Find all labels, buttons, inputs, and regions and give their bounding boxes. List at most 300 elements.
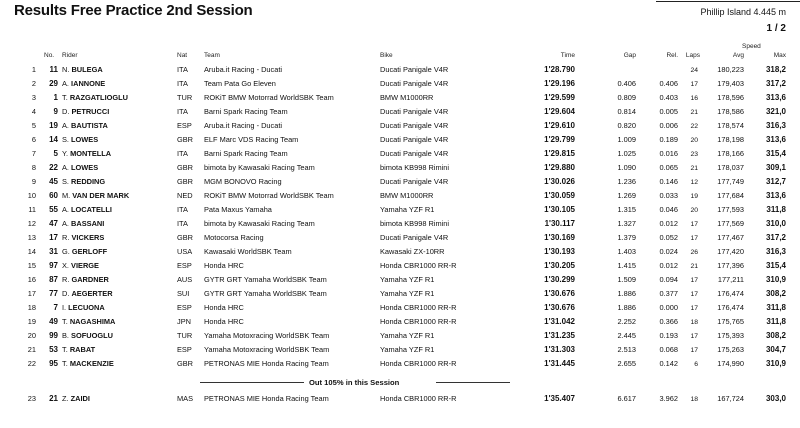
cell-nat: TUR bbox=[177, 93, 193, 102]
cell-laps: 17 bbox=[690, 291, 698, 298]
rider-name bbox=[62, 359, 114, 368]
table-row bbox=[0, 230, 800, 244]
cell-rel: 0.142 bbox=[659, 359, 678, 368]
rider-initial: G. bbox=[62, 247, 70, 256]
table-row bbox=[0, 104, 800, 118]
cell-rel: 0.406 bbox=[659, 79, 678, 88]
cell-team: Pata Maxus Yamaha bbox=[204, 205, 272, 214]
rider-surname: RAZGATLIOGLU bbox=[69, 93, 128, 102]
cell-bike: Honda CBR1000 RR-R bbox=[380, 394, 457, 403]
rider-surname: GERLOFF bbox=[71, 247, 108, 256]
rider-surname: PETRUCCI bbox=[71, 107, 110, 116]
rider-surname: RABAT bbox=[69, 345, 96, 354]
cell-max: 315,4 bbox=[765, 261, 786, 270]
cell-max: 312,7 bbox=[765, 177, 786, 186]
cell-no: 5 bbox=[53, 149, 58, 158]
cell-laps: 20 bbox=[690, 137, 698, 144]
cell-no: 45 bbox=[49, 177, 58, 186]
rider-surname: LOWES bbox=[71, 135, 99, 144]
rider-surname: VAN DER MARK bbox=[72, 191, 130, 200]
cell-laps: 18 bbox=[690, 319, 698, 326]
cell-laps: 6 bbox=[694, 361, 698, 368]
cell-gap: 2.513 bbox=[617, 345, 636, 354]
col-avg: Avg bbox=[732, 52, 744, 59]
cell-nat: USA bbox=[177, 247, 193, 256]
cell-rel: 3.962 bbox=[659, 394, 678, 403]
cell-team: GYTR GRT Yamaha WorldSBK Team bbox=[204, 289, 327, 298]
cell-pos: 4 bbox=[31, 107, 36, 116]
page-indicator: 1 / 2 bbox=[766, 23, 786, 34]
cell-bike: Ducati Panigale V4R bbox=[380, 233, 449, 242]
cell-rel: 0.146 bbox=[659, 177, 678, 186]
table-row bbox=[0, 90, 800, 104]
cell-pos: 14 bbox=[27, 247, 36, 256]
rider-surname: BULEGA bbox=[71, 65, 103, 74]
rider-initial: S. bbox=[62, 177, 69, 186]
cell-pos: 12 bbox=[27, 219, 36, 228]
cell-no: 87 bbox=[49, 275, 58, 284]
cell-bike: BMW M1000RR bbox=[380, 191, 434, 200]
cell-nat: ITA bbox=[177, 65, 188, 74]
cell-max: 308,2 bbox=[765, 289, 786, 298]
cell-laps: 17 bbox=[690, 221, 698, 228]
cell-team: ELF Marc VDS Racing Team bbox=[204, 135, 299, 144]
cell-laps: 22 bbox=[690, 123, 698, 130]
cell-time: 1'30.117 bbox=[544, 219, 575, 228]
cell-gap: 1.886 bbox=[617, 303, 636, 312]
rider-initial: A. bbox=[62, 219, 69, 228]
rider-surname: BASSANI bbox=[71, 219, 105, 228]
cell-gap: 0.809 bbox=[617, 93, 636, 102]
rider-surname: LOWES bbox=[71, 163, 99, 172]
cell-gap: 0.820 bbox=[617, 121, 636, 130]
cell-pos: 17 bbox=[27, 289, 36, 298]
cell-gap: 1.403 bbox=[617, 247, 636, 256]
cell-avg: 177,211 bbox=[717, 275, 744, 284]
cell-laps: 17 bbox=[690, 305, 698, 312]
cell-pos: 2 bbox=[31, 79, 36, 88]
cell-time: 1'29.880 bbox=[544, 163, 575, 172]
cell-laps: 24 bbox=[690, 67, 698, 74]
cell-team: Motocorsa Racing bbox=[204, 233, 264, 242]
cell-gap: 1.886 bbox=[617, 289, 636, 298]
cell-gap: 1.236 bbox=[617, 177, 636, 186]
cell-pos: 18 bbox=[27, 303, 36, 312]
cell-no: 14 bbox=[49, 135, 58, 144]
cell-pos: 3 bbox=[31, 93, 36, 102]
cell-avg: 178,037 bbox=[717, 163, 744, 172]
cell-nat: ESP bbox=[177, 345, 192, 354]
cell-time: 1'30.205 bbox=[544, 261, 575, 270]
cell-avg: 180,223 bbox=[717, 65, 744, 74]
cell-laps: 17 bbox=[690, 235, 698, 242]
cell-time: 1'30.676 bbox=[544, 303, 575, 312]
col-rel: Rel. bbox=[666, 52, 678, 59]
cell-no: 11 bbox=[49, 65, 58, 74]
cell-no: 53 bbox=[49, 345, 58, 354]
rider-name bbox=[62, 394, 90, 403]
cell-no: 29 bbox=[49, 79, 58, 88]
cell-avg: 175,393 bbox=[717, 331, 744, 340]
cell-time: 1'29.815 bbox=[544, 149, 575, 158]
cell-avg: 178,166 bbox=[717, 149, 744, 158]
cell-time: 1'31.042 bbox=[544, 317, 575, 326]
cell-team: Team Pata Go Eleven bbox=[204, 79, 276, 88]
rider-name bbox=[62, 79, 105, 88]
cell-avg: 177,569 bbox=[717, 219, 744, 228]
rider-surname: VICKERS bbox=[71, 233, 105, 242]
cell-no: 31 bbox=[49, 247, 58, 256]
cell-laps: 26 bbox=[690, 249, 698, 256]
cell-team: Honda HRC bbox=[204, 317, 244, 326]
cell-rel: 0.065 bbox=[659, 163, 678, 172]
cell-avg: 177,467 bbox=[717, 233, 744, 242]
rider-surname: LOCATELLI bbox=[71, 205, 112, 214]
cell-nat: MAS bbox=[177, 394, 194, 403]
cell-pos: 22 bbox=[27, 359, 36, 368]
cell-no: 47 bbox=[49, 219, 58, 228]
cell-bike: Ducati Panigale V4R bbox=[380, 79, 449, 88]
cell-time: 1'30.193 bbox=[544, 247, 575, 256]
cell-bike: bimota KB998 Rimini bbox=[380, 163, 450, 172]
cell-bike: BMW M1000RR bbox=[380, 93, 434, 102]
rider-surname: AEGERTER bbox=[71, 289, 113, 298]
rider-initial: A. bbox=[62, 79, 69, 88]
table-row bbox=[0, 356, 800, 370]
rider-initial: T. bbox=[62, 345, 68, 354]
cell-bike: Honda CBR1000 RR-R bbox=[380, 303, 457, 312]
cell-rel: 0.366 bbox=[659, 317, 678, 326]
table-row bbox=[0, 188, 800, 202]
cell-time: 1'29.610 bbox=[544, 121, 575, 130]
cell-bike: Ducati Panigale V4R bbox=[380, 65, 449, 74]
cell-pos: 9 bbox=[31, 177, 36, 186]
cell-nat: AUS bbox=[177, 275, 193, 284]
cell-laps: 17 bbox=[690, 347, 698, 354]
table-row bbox=[0, 391, 800, 405]
rider-name bbox=[62, 317, 115, 326]
cell-max: 321,0 bbox=[765, 107, 786, 116]
cell-team: Yamaha Motoxracing WorldSBK Team bbox=[204, 345, 330, 354]
cell-gap: 1.009 bbox=[617, 135, 636, 144]
cell-rel: 0.000 bbox=[659, 303, 678, 312]
cell-laps: 17 bbox=[690, 333, 698, 340]
cell-avg: 176,474 bbox=[717, 289, 744, 298]
rider-name bbox=[62, 261, 99, 270]
cell-rel: 0.016 bbox=[659, 149, 678, 158]
cell-laps: 23 bbox=[690, 151, 698, 158]
table-row bbox=[0, 286, 800, 300]
cell-bike: Kawasaki ZX-10RR bbox=[380, 247, 445, 256]
cell-nat: ESP bbox=[177, 261, 192, 270]
cell-team: PETRONAS MIE Honda Racing Team bbox=[204, 359, 329, 368]
cell-time: 1'30.169 bbox=[544, 233, 575, 242]
cell-max: 317,2 bbox=[765, 79, 786, 88]
cell-pos: 23 bbox=[27, 394, 36, 403]
cell-no: 49 bbox=[49, 317, 58, 326]
cell-team: ROKiT BMW Motorrad WorldSBK Team bbox=[204, 191, 334, 200]
cell-no: 9 bbox=[53, 107, 58, 116]
cell-bike: Yamaha YZF R1 bbox=[380, 275, 435, 284]
rider-initial: A. bbox=[62, 163, 69, 172]
col-time: Time bbox=[560, 52, 575, 59]
cell-rel: 0.052 bbox=[659, 233, 678, 242]
cell-pos: 6 bbox=[31, 135, 36, 144]
rider-surname: REDDING bbox=[71, 177, 106, 186]
rider-surname: LECUONA bbox=[68, 303, 105, 312]
cell-team: ROKiT BMW Motorrad WorldSBK Team bbox=[204, 93, 334, 102]
cell-laps: 21 bbox=[690, 165, 698, 172]
cell-pos: 16 bbox=[27, 275, 36, 284]
rider-name bbox=[62, 289, 113, 298]
cell-time: 1'30.059 bbox=[544, 191, 575, 200]
cell-max: 310,0 bbox=[765, 219, 786, 228]
cell-bike: Yamaha YZF R1 bbox=[380, 331, 435, 340]
cell-gap: 6.617 bbox=[617, 394, 636, 403]
cell-avg: 175,765 bbox=[717, 317, 744, 326]
rider-initial: B. bbox=[62, 331, 69, 340]
col-speed: Speed bbox=[742, 43, 761, 50]
cell-team: MGM BONOVO Racing bbox=[204, 177, 282, 186]
cell-avg: 177,396 bbox=[717, 261, 744, 270]
cell-pos: 8 bbox=[31, 163, 36, 172]
cell-bike: Ducati Panigale V4R bbox=[380, 121, 449, 130]
cell-team: Honda HRC bbox=[204, 261, 244, 270]
cell-laps: 18 bbox=[690, 396, 698, 403]
cell-team: PETRONAS MIE Honda Racing Team bbox=[204, 394, 329, 403]
rider-initial: D. bbox=[62, 107, 70, 116]
cell-no: 7 bbox=[53, 303, 58, 312]
cell-gap: 0.406 bbox=[617, 79, 636, 88]
cell-nat: GBR bbox=[177, 359, 194, 368]
table-row bbox=[0, 62, 800, 76]
cell-max: 311,8 bbox=[766, 205, 786, 214]
cell-bike: Yamaha YZF R1 bbox=[380, 345, 435, 354]
cell-laps: 20 bbox=[690, 207, 698, 214]
cell-nat: ITA bbox=[177, 205, 188, 214]
cell-avg: 178,574 bbox=[717, 121, 744, 130]
cell-gap: 1.509 bbox=[617, 275, 636, 284]
rider-surname: IANNONE bbox=[71, 79, 106, 88]
rider-initial: X. bbox=[62, 261, 69, 270]
cell-avg: 178,198 bbox=[717, 135, 744, 144]
cell-bike: Ducati Panigale V4R bbox=[380, 107, 449, 116]
cell-team: Barni Spark Racing Team bbox=[204, 107, 288, 116]
rider-initial: T. bbox=[62, 317, 68, 326]
rider-name bbox=[62, 345, 95, 354]
cell-nat: GBR bbox=[177, 163, 194, 172]
rider-surname: BAUTISTA bbox=[71, 121, 108, 130]
cell-rel: 0.189 bbox=[659, 135, 678, 144]
table-row bbox=[0, 76, 800, 90]
cell-time: 1'29.604 bbox=[544, 107, 575, 116]
cell-nat: GBR bbox=[177, 177, 194, 186]
cell-time: 1'28.790 bbox=[544, 65, 575, 74]
cell-max: 308,2 bbox=[765, 331, 786, 340]
table-row bbox=[0, 314, 800, 328]
cell-time: 1'29.799 bbox=[544, 135, 575, 144]
circuit-info: Phillip Island 4.445 m bbox=[700, 7, 786, 17]
table-row bbox=[0, 160, 800, 174]
rider-initial: M. bbox=[62, 191, 71, 200]
cell-laps: 19 bbox=[690, 193, 698, 200]
table-row bbox=[0, 258, 800, 272]
cell-gap: 0.814 bbox=[617, 107, 636, 116]
cell-laps: 16 bbox=[690, 95, 698, 102]
cell-max: 318,2 bbox=[765, 65, 786, 74]
rider-surname: ZAIDI bbox=[70, 394, 90, 403]
cell-bike: bimota KB998 Rimini bbox=[380, 219, 450, 228]
rider-name bbox=[62, 275, 109, 284]
cell-nat: TUR bbox=[177, 331, 193, 340]
cell-bike: Honda CBR1000 RR-R bbox=[380, 359, 457, 368]
cell-avg: 176,474 bbox=[717, 303, 744, 312]
cell-time: 1'31.445 bbox=[544, 359, 575, 368]
table-row bbox=[0, 132, 800, 146]
col-team: Team bbox=[204, 52, 220, 59]
col-max: Max bbox=[773, 52, 786, 59]
cell-rel: 0.068 bbox=[659, 345, 678, 354]
separator-label: Out 105% in this Session bbox=[306, 378, 402, 387]
cell-nat: ESP bbox=[177, 121, 192, 130]
table-row bbox=[0, 328, 800, 342]
cell-max: 317,2 bbox=[765, 233, 786, 242]
cell-time: 1'31.303 bbox=[544, 345, 575, 354]
cell-gap: 1.315 bbox=[617, 205, 636, 214]
col-laps: Laps bbox=[685, 52, 700, 59]
table-row bbox=[0, 216, 800, 230]
cell-bike: Honda CBR1000 RR-R bbox=[380, 317, 457, 326]
rider-name bbox=[62, 233, 104, 242]
rider-name bbox=[62, 149, 111, 158]
cell-rel: 0.012 bbox=[659, 261, 678, 270]
cell-pos: 21 bbox=[27, 345, 36, 354]
cell-bike: Ducati Panigale V4R bbox=[380, 135, 449, 144]
rider-name bbox=[62, 121, 108, 130]
cell-time: 1'30.026 bbox=[544, 177, 575, 186]
table-row bbox=[0, 272, 800, 286]
rider-initial: N. bbox=[62, 65, 70, 74]
cell-max: 311,8 bbox=[766, 317, 786, 326]
table-row bbox=[0, 118, 800, 132]
cell-avg: 177,749 bbox=[717, 177, 744, 186]
cell-team: Honda HRC bbox=[204, 303, 244, 312]
table-row bbox=[0, 202, 800, 216]
cell-rel: 0.377 bbox=[659, 289, 678, 298]
separator-line-right bbox=[436, 382, 510, 383]
cell-no: 19 bbox=[49, 121, 58, 130]
cell-bike: Ducati Panigale V4R bbox=[380, 177, 449, 186]
cell-avg: 167,724 bbox=[717, 394, 744, 403]
cell-max: 309,1 bbox=[765, 163, 786, 172]
cell-no: 1 bbox=[53, 93, 58, 102]
cell-max: 304,7 bbox=[765, 345, 786, 354]
cell-nat: ITA bbox=[177, 79, 188, 88]
cell-time: 1'29.599 bbox=[544, 93, 575, 102]
rider-name bbox=[62, 247, 107, 256]
cell-time: 1'35.407 bbox=[544, 394, 575, 403]
cell-bike: Honda CBR1000 RR-R bbox=[380, 261, 457, 270]
cell-avg: 177,420 bbox=[717, 247, 744, 256]
cell-pos: 1 bbox=[31, 65, 36, 74]
rider-initial: T. bbox=[62, 93, 68, 102]
cell-avg: 178,596 bbox=[717, 93, 744, 102]
rider-initial: R. bbox=[62, 275, 70, 284]
cell-max: 310,9 bbox=[765, 359, 786, 368]
cell-avg: 174,990 bbox=[717, 359, 744, 368]
cell-laps: 12 bbox=[690, 179, 698, 186]
cell-avg: 175,263 bbox=[717, 345, 744, 354]
col-nat: Nat bbox=[177, 52, 188, 59]
cell-team: Yamaha Motoxracing WorldSBK Team bbox=[204, 331, 330, 340]
cell-no: 21 bbox=[49, 394, 58, 403]
table-row bbox=[0, 174, 800, 188]
cell-time: 1'30.299 bbox=[544, 275, 575, 284]
cell-bike: Yamaha YZF R1 bbox=[380, 205, 435, 214]
cell-nat: ITA bbox=[177, 149, 188, 158]
cell-max: 310,9 bbox=[765, 275, 786, 284]
cell-nat: JPN bbox=[177, 317, 191, 326]
cell-max: 313,6 bbox=[765, 135, 786, 144]
rider-name bbox=[62, 135, 98, 144]
table-row bbox=[0, 146, 800, 160]
cell-pos: 20 bbox=[27, 331, 36, 340]
cell-no: 99 bbox=[49, 331, 58, 340]
cell-avg: 177,593 bbox=[717, 205, 744, 214]
cell-gap: 1.327 bbox=[617, 219, 636, 228]
cell-team: Aruba.it Racing - Ducati bbox=[204, 65, 283, 74]
col-bike: Bike bbox=[380, 52, 393, 59]
cell-pos: 5 bbox=[31, 121, 36, 130]
header-rule bbox=[656, 1, 800, 2]
cell-pos: 10 bbox=[27, 191, 36, 200]
cell-no: 95 bbox=[49, 359, 58, 368]
cell-max: 313,6 bbox=[765, 191, 786, 200]
cell-time: 1'30.105 bbox=[544, 205, 575, 214]
cell-rel: 0.005 bbox=[659, 107, 678, 116]
rider-initial: T. bbox=[62, 359, 68, 368]
rider-surname: SOFUOGLU bbox=[71, 331, 113, 340]
cell-pos: 19 bbox=[27, 317, 36, 326]
rider-name bbox=[62, 331, 113, 340]
cell-team: Barni Spark Racing Team bbox=[204, 149, 288, 158]
cell-rel: 0.403 bbox=[659, 93, 678, 102]
cell-laps: 21 bbox=[690, 109, 698, 116]
cell-nat: SUI bbox=[177, 289, 190, 298]
cell-rel: 0.033 bbox=[659, 191, 678, 200]
out-105-separator bbox=[200, 378, 510, 388]
table-row bbox=[0, 244, 800, 258]
rider-name bbox=[62, 219, 104, 228]
cell-rel: 0.006 bbox=[659, 121, 678, 130]
rider-initial: I. bbox=[62, 303, 67, 312]
cell-nat: ITA bbox=[177, 219, 188, 228]
cell-avg: 178,586 bbox=[717, 107, 744, 116]
cell-nat: GBR bbox=[177, 233, 194, 242]
rider-initial: D. bbox=[62, 289, 70, 298]
rider-surname: GARDNER bbox=[71, 275, 109, 284]
cell-gap: 2.655 bbox=[617, 359, 636, 368]
cell-rel: 0.012 bbox=[659, 219, 678, 228]
cell-rel: 0.046 bbox=[659, 205, 678, 214]
col-rider: Rider bbox=[62, 52, 78, 59]
rider-name bbox=[62, 107, 109, 116]
cell-laps: 17 bbox=[690, 81, 698, 88]
cell-time: 1'31.235 bbox=[544, 331, 575, 340]
cell-no: 22 bbox=[49, 163, 58, 172]
cell-gap: 2.252 bbox=[617, 317, 636, 326]
cell-laps: 21 bbox=[690, 263, 698, 270]
